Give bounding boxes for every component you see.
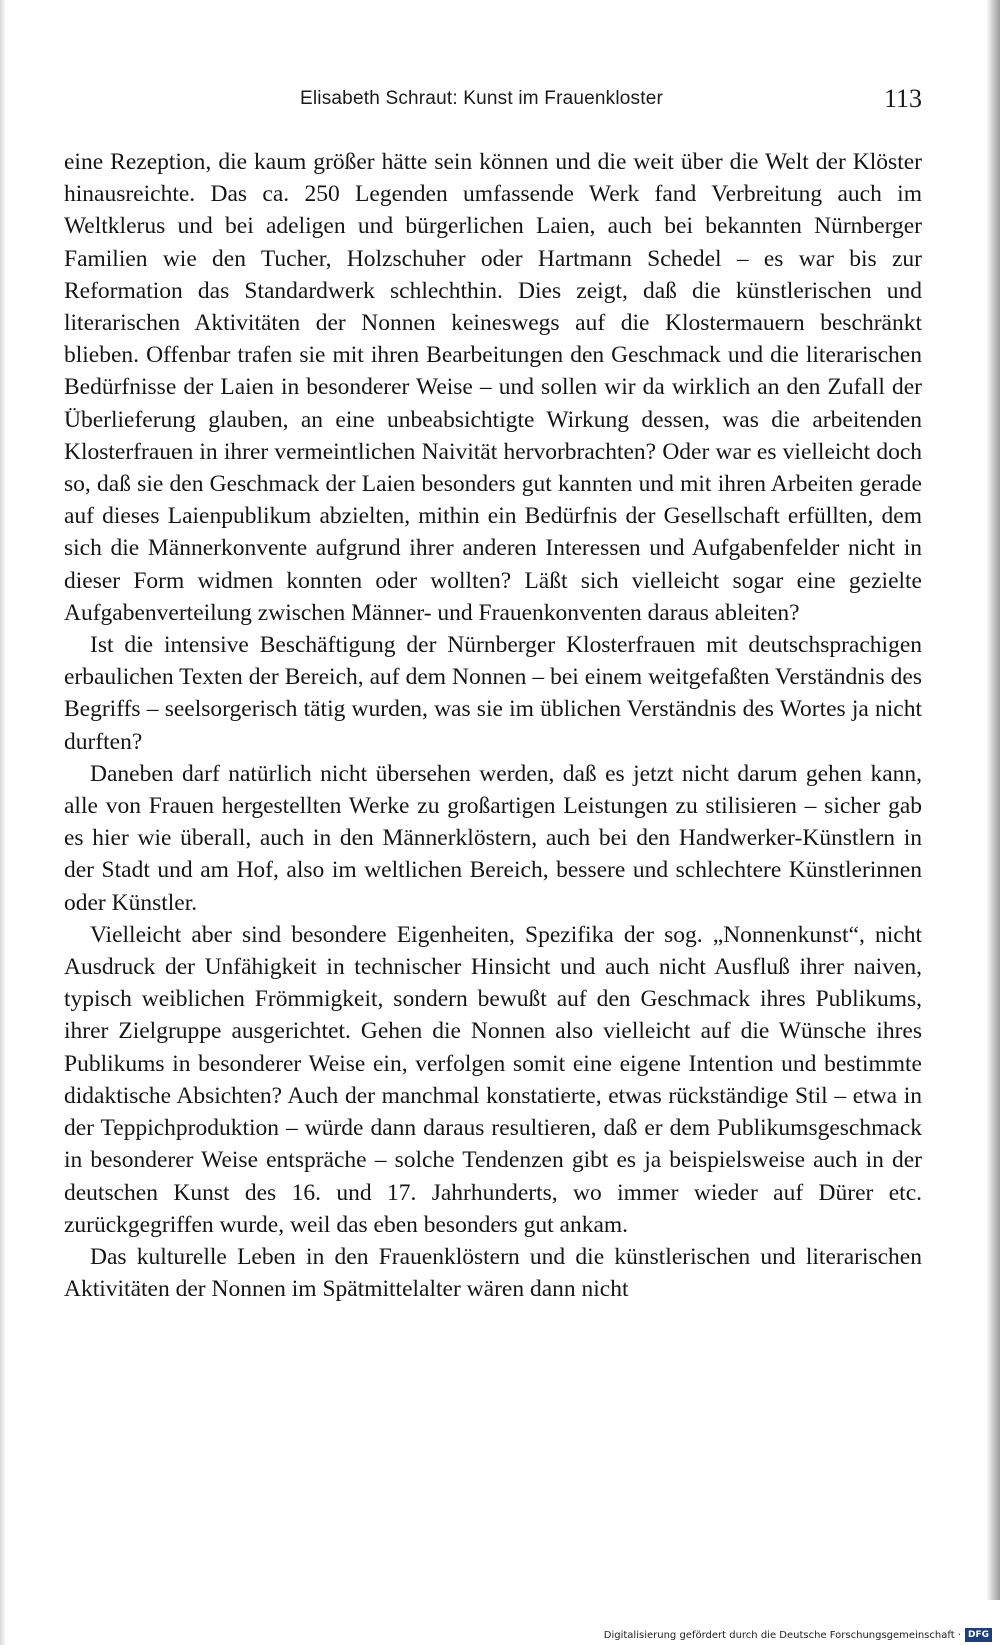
- scan-left-edge: [0, 0, 6, 1645]
- body-text: [64, 146, 922, 1305]
- running-title: Elisabeth Schraut: Kunst im Frauenkloster: [300, 88, 664, 109]
- paragraph-2: Ist die intensive Beschäftigung der Nürnberger Klosterfrauen mit deutschsprachigen erbaulichen Texten der Bereich, auf dem Nonnen – bei einem weitgefaßten Verständnis des Begriffs – seelsorgerisch tätig wurden, was sie im üblichen Verständnis des Wortes ja nicht durften?: [64, 632, 922, 755]
- paragraph-5: Das kulturelle Leben in den Frauenklöstern und die künstlerischen und literarischen Aktivitäten der Nonnen im Spätmittelalter wären dann nicht: [64, 1243, 922, 1303]
- page-number: 113: [883, 84, 922, 113]
- paragraph-3: Daneben darf natürlich nicht übersehen werden, daß es jetzt nicht darum gehen kann, alle von Frauen hergestellten Werke zu großartigen Leistungen zu stilisieren – sicher gab es hier wie überall, auch in den Männerklöstern, auch bei den Handwerker-Künstlern in der Stadt und am Hof, also im weltlichen Bereich, bessere und schlechtere Künstlerinnen oder Künstler.: [64, 760, 922, 916]
- scan-right-edge: [986, 0, 1000, 1600]
- dfg-logo-icon: DFG: [965, 1628, 992, 1642]
- paragraph-4: Vielleicht aber sind besondere Eigenheiten, Spezifika der sog. „Nonnenkunst“, nicht Ausdruck der Unfähigkeit in technischer Hinsicht und auch nicht Ausfluß ihrer naiven, typisch weiblichen Frömmigkeit, sondern bewußt auf den Geschmack ihres Publikums, ihrer Zielgruppe ausgerichtet. Gehen die Nonnen also vielleicht auf die Wünsche ihres Publikums in besonderer Weise ein, verfolgen somit eine eigene Intention und bestimmte didaktische Absichten? Auch der manchmal konstatierte, etwas rückständige Stil – etwa in der Teppichproduktion – würde dann daraus resultieren, daß er dem Publikumsgeschmack in besonderer Weise entspräche – solche Tendenzen gibt es ja beispielsweise auch in der deutschen Kunst des 16. und 17. Jahrhunderts, wo immer wieder auf Dürer etc. zurückgegriffen wurde, weil das eben besonders gut ankam.: [64, 921, 922, 1238]
- running-header: [64, 84, 922, 120]
- digitization-footer: [604, 1627, 992, 1643]
- paragraph-1: eine Rezeption, die kaum größer hätte sein können und die weit über die Welt der Klöster hinausreichte. Das ca. 250 Legenden umfassende Werk fand Verbreitung auch im Weltklerus und bei adeligen und bürgerlichen Laien, auch bei bekannten Nürnberger Familien wie den Tucher, Holzschuher oder Hartmann Schedel – es war bis zur Reformation das Standardwerk schlechthin. Dies zeigt, daß die künstlerischen und literarischen Aktivitäten der Nonnen keineswegs auf die Klostermauern beschränkt blieben. Offenbar trafen sie mit ihren Bearbeitungen den Geschmack und die literarischen Bedürfnisse der Laien in besonderer Weise – und sollen wir da wirklich an den Zufall der Überlieferung glauben, an eine unbeabsichtigte Wirkung dessen, was die arbeitenden Klosterfrauen in ihrer vermeintlichen Naivität hervorbrachten? Oder war es vielleicht doch so, daß sie den Geschmack der Laien besonders gut kannten und mit ihren Arbeiten gerade auf dieses Laienpublikum abzielten, mithin ein Bedürfnis der Gesellschaft erfüllten, dem sich die Männerkonvente aufgrund ihrer anderen Interessen und Aufgabenfelder nicht in dieser Form widmen konnten oder wollten? Läßt sich vielleicht sogar eine gezielte Aufgabenverteilung zwischen Männer- und Frauenkonventen daraus ableiten?: [64, 149, 922, 626]
- footer-credit: Digitalisierung gefördert durch die Deutsche Forschungsgemeinschaft ·: [603, 1629, 961, 1641]
